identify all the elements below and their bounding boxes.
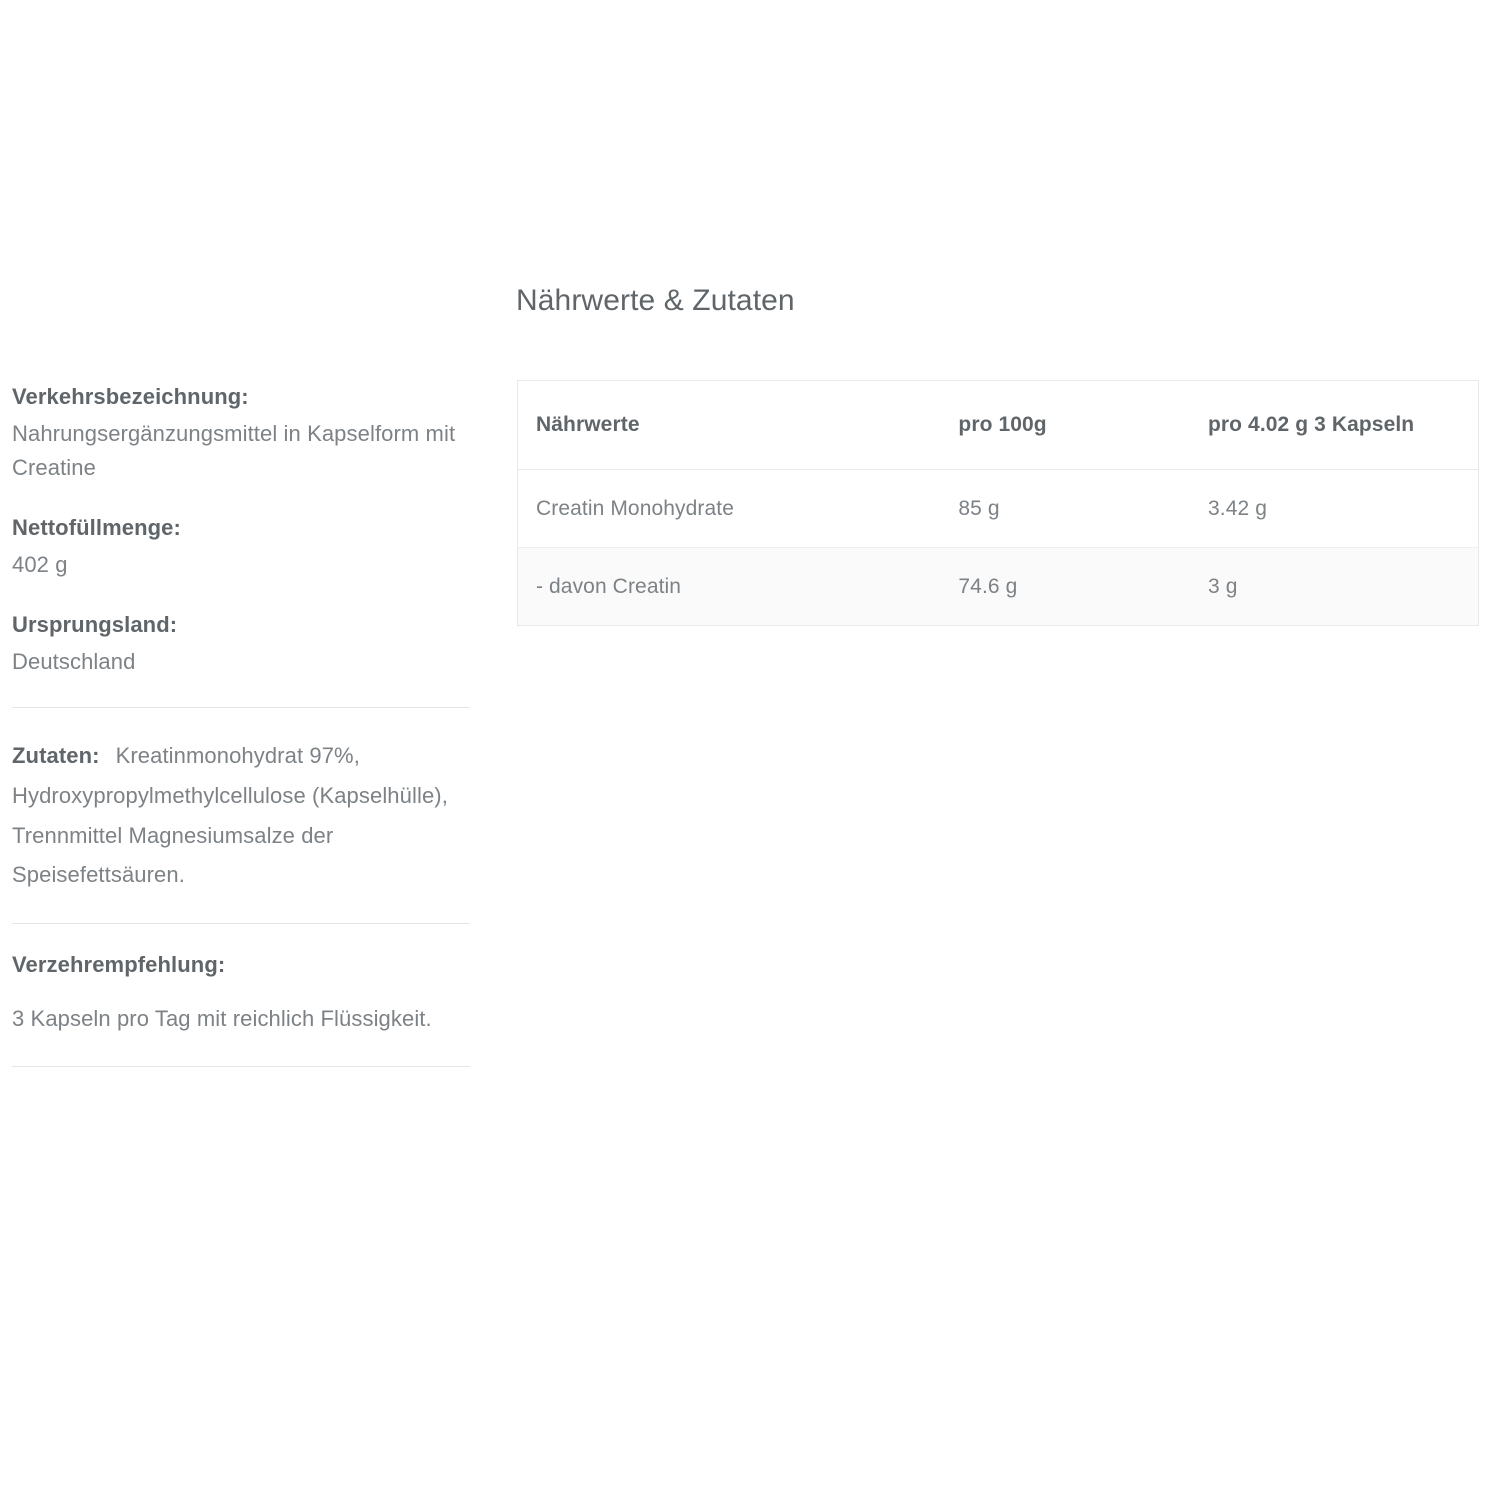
cell-per-100g: 74.6 g — [958, 574, 1018, 598]
recommendation-label: Verzehrempfehlung: — [12, 951, 226, 977]
cell-per-serving: 3.42 g — [1207, 496, 1267, 520]
recommendation-block — [12, 952, 470, 1039]
table-header — [518, 381, 1478, 469]
ingredients-label: Zutaten: — [12, 743, 100, 769]
nutrition-table — [518, 381, 1478, 625]
cell-nutrient-name: - davon Creatin — [536, 574, 682, 598]
table-header-row — [518, 381, 1478, 469]
info-block-ursprungsland — [12, 608, 470, 679]
info-label: Ursprungsland: — [12, 612, 178, 638]
page-title: Nährwerte & Zutaten — [516, 284, 795, 317]
divider — [12, 1066, 470, 1067]
divider — [12, 707, 470, 708]
info-block-nettofuellmenge — [12, 511, 470, 582]
product-info-column — [12, 380, 470, 1095]
table-row — [518, 547, 1478, 625]
cell-per-100g: 85 g — [958, 496, 1000, 520]
table-body — [518, 469, 1478, 625]
info-block-verkehrsbezeichnung — [12, 380, 470, 485]
column-header-per-100g: pro 100g — [958, 413, 1047, 436]
cell-per-serving: 3 g — [1207, 574, 1238, 598]
recommendation-value: 3 Kapseln pro Tag mit reichlich Flüssigkeit. — [12, 1005, 432, 1031]
cell-nutrient-name: Creatin Monohydrate — [536, 496, 735, 520]
info-label: Nettofüllmenge: — [12, 515, 181, 541]
ingredients-block — [12, 736, 470, 894]
info-label: Verkehrsbezeichnung: — [12, 384, 249, 409]
divider — [12, 923, 470, 924]
ingredients-text: Kreatinmonohydrat 97%, Hydroxypropylmethylcellulose (Kapselhülle), Trennmittel Magnesiumsalze der Speisefettsäuren. — [12, 743, 448, 888]
nutrition-table-container — [517, 380, 1479, 626]
info-value: 402 g — [12, 552, 68, 578]
info-value: Deutschland — [12, 649, 136, 675]
table-row — [518, 469, 1478, 547]
info-value: Nahrungsergänzungsmittel in Kapselform mit Creatine — [12, 421, 456, 481]
column-header-name: Nährwerte — [536, 413, 640, 436]
column-header-per-serving: pro 4.02 g 3 Kapseln — [1207, 413, 1415, 436]
